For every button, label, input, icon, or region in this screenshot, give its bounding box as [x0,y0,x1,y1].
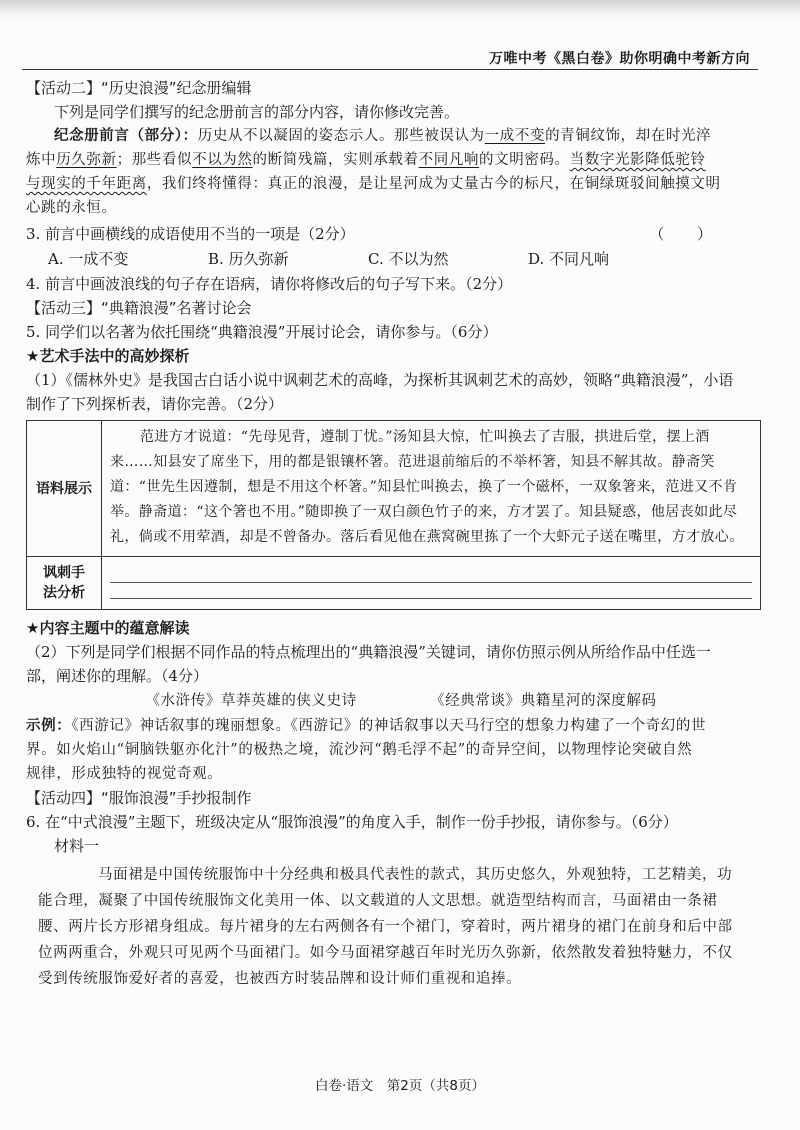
satire-label-line-2: 法分析 [43,585,85,601]
underlined-idiom-2: 历久弥新 [56,152,117,168]
keyword-classic-talks[interactable]: 《经典常谈》典籍星河的深度解码 [430,693,657,709]
preface-text: 的青铜纹饰，却在时光淬 [545,128,712,144]
preface-text: 的文明密码。 [479,152,570,168]
activity4-title: 【活动四】“服饰浪漫”手抄报制作 [26,789,252,807]
option-a[interactable]: A. 一成不变 [48,250,129,268]
option-b[interactable]: B. 历久弥新 [208,250,289,268]
example-line-2: 界。如火焰山“铜脑铁躯亦化汁”的极热之境，流沙河“鹅毛浮不起”的奇异空间，以物理悖论突破自然 [26,742,693,758]
answer-line[interactable] [110,583,752,599]
preface-label: 纪念册前言（部分）： [54,127,198,144]
analysis-table [26,420,761,610]
subquestion-2-line-2: 部，阐述你的理解。（4分） [26,667,209,685]
table-row [27,557,761,610]
question-3-text: 3. 前言中画横线的成语使用不当的一项是（2分） [26,225,355,243]
table-label-corpus: 语料展示 [27,421,102,557]
underlined-idiom-3: 不以为然 [192,152,253,168]
page-content [26,76,756,992]
activity2-title: 【活动二】“历史浪漫”纪念册编辑 [26,79,252,97]
table-row [27,421,761,557]
example-line-1 [26,714,756,738]
example-label: 示例： [26,718,72,734]
preface-line-4: 心跳的永恒。 [26,200,117,216]
preface-text: ，我们终将懂得：真正的浪漫，是让星河成为丈量古今的标尺，在铜绿斑驳间触摸文明 [146,176,721,192]
preface-text: 历史从不以凝固的姿态示人。那些被误认为 [197,128,485,144]
subquestion-1-line-1: （1）《儒林外史》是我国古白话小说中讽刺艺术的高峰，为探析其讽刺艺术的高妙，领略“典籍浪漫”，小语 [26,371,734,389]
header-slogan: 万唯中考《黑白卷》助你明确中考新方向 [489,51,750,67]
question-6: 6. 在“中式浪漫”主题下，班级决定从“服饰浪漫”的角度入手，制作一份手抄报，请你参与。（6分） [26,813,678,831]
preface-text: 的断简残篇，实则承载着 [252,152,419,168]
question-3 [26,222,756,246]
material-1-text: 马面裙是中国传统服饰中十分经典和极具代表性的款式，其历史悠久，外观独特，工艺精美，功能合理，凝聚了中国传统服饰文化美用一体、以文载道的人文思想。就造型结构而言，马面裙由一条裙腰、两片长方形裙身组成。每片裙身的左右两侧各有一个裙门，穿着时，两片裙身的裙门在前身和后中部位两两重合，外观只可见两个马面裙门。如今马面裙穿越百年时光历久弥新，依然散发着独特魅力，不仅受到传统服饰爱好者的喜爱，也被西方时装品牌和设计师们重视和追捧。 [38,867,733,987]
question-4: 4. 前言中画波浪线的句子存在语病，请你将修改后的句子写下来。（2分） [26,275,513,293]
scan-top-shadow [0,0,800,22]
underlined-idiom-1: 一成不变 [484,128,546,144]
example-line-3: 规律，形成独特的视觉奇观。 [26,766,223,782]
subquestion-1-line-2: 制作了下列探析表，请你完善。（2分） [26,395,284,413]
activity3-title: 【活动三】“典籍浪漫”名著讨论会 [26,299,252,317]
question-5: 5. 同学们以名著为依托围绕“典籍浪漫”开展讨论会，请你参与。（6分） [26,323,498,341]
corpus-text-cell [102,421,761,557]
answer-line[interactable] [110,567,752,583]
page-footer: 白卷·语文 第2页（共8页） [315,1078,485,1094]
option-d[interactable]: D. 不同凡响 [528,250,610,268]
satire-answer-area[interactable] [102,557,761,610]
keyword-options [26,688,756,714]
question-3-options [26,246,756,272]
underlined-idiom-4: 不同凡响 [418,152,480,168]
section-art-technique-title: ★艺术手法中的高妙探析 [26,347,190,365]
table-label-satire [27,557,102,610]
preface-line-1 [26,124,756,148]
preface-text: 炼中 [26,152,57,168]
option-c[interactable]: C. 不以为然 [368,250,449,268]
keyword-water-margin[interactable]: 《水浒传》草莽英雄的侠义史诗 [145,693,357,709]
preface-line-2 [26,148,756,172]
header-rule [22,69,758,70]
preface-line-3 [26,172,756,196]
preface-text: ；那些看似 [116,152,193,168]
activity2-intro: 下列是同学们撰写的纪念册前言的部分内容，请你修改完善。 [54,103,460,121]
example-text: 《西游记》神话叙事的瑰丽想象。《西游记》的神话叙事以天马行空的想象力构建了一个奇幻的世 [71,718,707,734]
wavy-sentence: 当数字光影降低驼铃 [569,152,706,168]
material-1-title: 材料一 [54,837,100,855]
wavy-sentence: 与现实的千年距离 [26,176,147,192]
subquestion-2-line-1: （2）下列是同学们根据不同作品的特点梳理出的“典籍浪漫”关键词，请你仿照示例从所给作品中任选一 [26,643,711,661]
corpus-text: 范进方才说道：“先母见背，遵制丁忧。”汤知县大惊，忙叫换去了吉服，拱进后堂，摆上酒来……知县安了席坐下，用的都是银镶杯箸。范进退前缩后的不举杯箸，知县不解其故。静斋笑道：“世先生因遵制，想是不用这个杯箸。”知县忙叫换去，换了一个磁杯，一双象箸来，范进又不肯举。静斋道：“这个箸也不用。”随即换了一双白颜色竹子的来，方才罢了。知县疑惑，他居丧如此尽礼，倘或不用荤酒，却是不曾备办。落后看见他在燕窝碗里拣了一个大虾元子送在嘴里，方才放心。 [110,429,744,545]
answer-parentheses[interactable]: （ ） [649,225,726,243]
satire-label-line-1: 讽刺手 [43,565,85,581]
section-theme-title: ★内容主题中的蕴意解读 [26,619,190,637]
